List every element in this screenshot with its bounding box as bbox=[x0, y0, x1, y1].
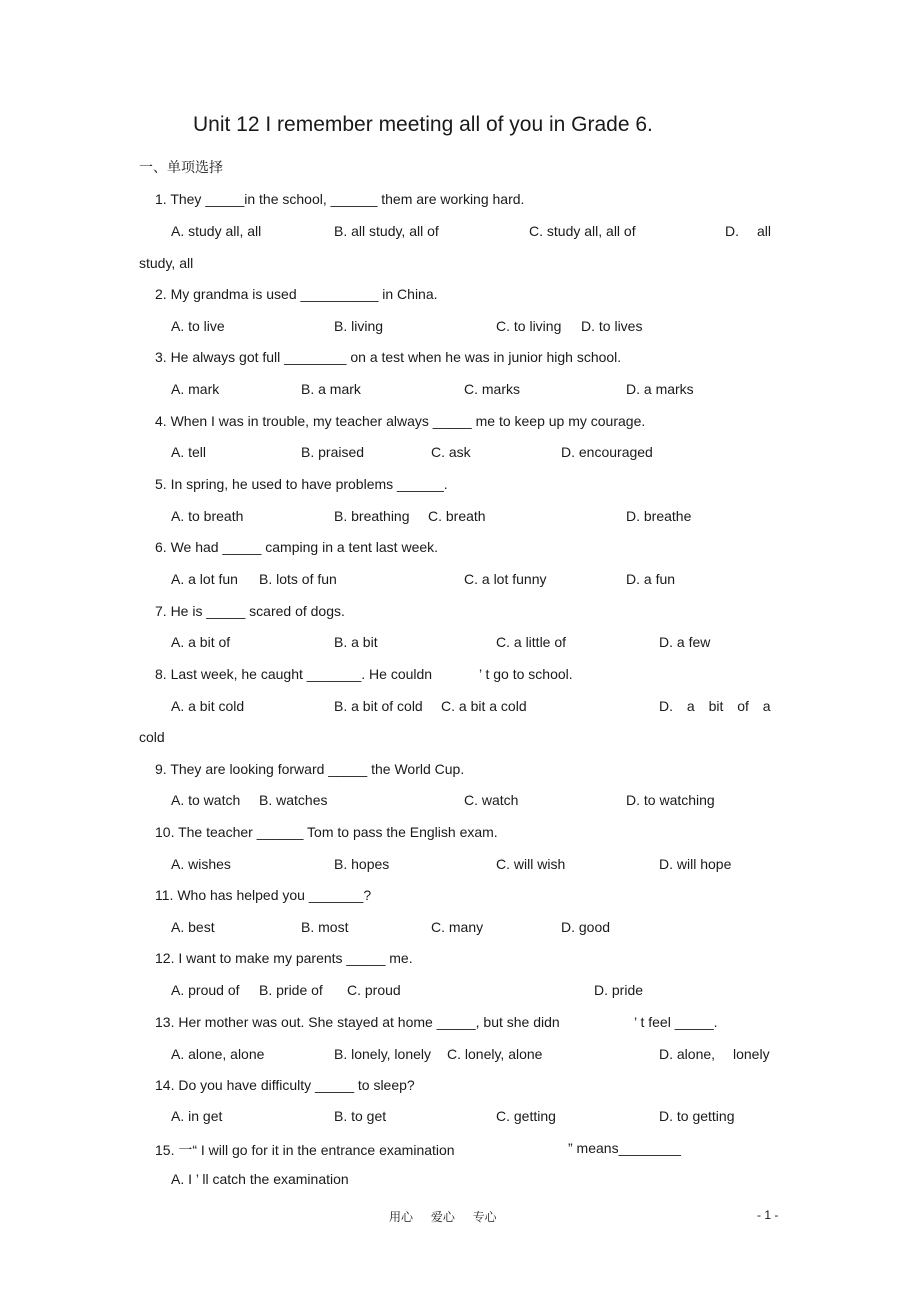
q6-option-b: B. lots of fun bbox=[259, 571, 337, 587]
q11-option-d: D. good bbox=[561, 919, 611, 935]
q3-option-a: A. mark bbox=[171, 381, 220, 397]
question-9: 9. They are looking forward _____ the World Cup. bbox=[155, 761, 465, 777]
q12-option-c: C. proud bbox=[347, 982, 401, 998]
q5-option-a: A. to breath bbox=[171, 508, 244, 524]
q12-option-a: A. proud of bbox=[171, 982, 240, 998]
q13-option-d-text: lonely bbox=[733, 1046, 770, 1062]
question-1: 1. They _____in the school, ______ them are working hard. bbox=[155, 191, 525, 207]
q1-option-d-letter: D. bbox=[725, 223, 739, 239]
q11-option-c: C. many bbox=[431, 919, 484, 935]
q10-option-c: C. will wish bbox=[496, 856, 566, 872]
footer-motto: 用心 爱心 专心 bbox=[389, 1210, 497, 1224]
q2-option-b: B. living bbox=[334, 318, 384, 334]
question-8: 8. Last week, he caught _______. He couldn bbox=[155, 666, 433, 682]
question-15: 15. 一“ I will go for it in the entrance examination bbox=[155, 1142, 455, 1158]
q6-option-a: A. a lot fun bbox=[171, 571, 238, 587]
q14-option-b: B. to get bbox=[334, 1108, 387, 1124]
question-3: 3. He always got full ________ on a test when he was in junior high school. bbox=[155, 349, 622, 365]
q12-option-b: B. pride of bbox=[259, 982, 323, 998]
question-11: 11. Who has helped you _______? bbox=[155, 887, 372, 903]
q8-option-c: C. a bit a cold bbox=[441, 698, 527, 714]
q5-option-b: B. breathing bbox=[334, 508, 410, 524]
q14-option-c: C. getting bbox=[496, 1108, 556, 1124]
q7-option-d: D. a few bbox=[659, 634, 711, 650]
section-heading: 一、单项选择 bbox=[139, 160, 223, 176]
q13-option-d-letter: D. alone, bbox=[659, 1046, 716, 1062]
q8-option-d: D. a bit of a bbox=[659, 698, 771, 714]
q8-option-a: A. a bit cold bbox=[171, 698, 245, 714]
question-12: 12. I want to make my parents _____ me. bbox=[155, 950, 413, 966]
q1-option-c: C. study all, all of bbox=[529, 223, 636, 239]
q9-option-d: D. to watching bbox=[626, 792, 715, 808]
q2-option-c: C. to living bbox=[496, 318, 562, 334]
q3-option-d: D. a marks bbox=[626, 381, 694, 397]
q6-option-d: D. a fun bbox=[626, 571, 676, 587]
q8-option-d-continued: cold bbox=[139, 729, 165, 745]
q2-option-a: A. to live bbox=[171, 318, 225, 334]
q3-option-b: B. a mark bbox=[301, 381, 361, 397]
q7-option-a: A. a bit of bbox=[171, 634, 231, 650]
q10-option-a: A. wishes bbox=[171, 856, 231, 872]
q5-option-c: C. breath bbox=[428, 508, 486, 524]
q11-option-b: B. most bbox=[301, 919, 349, 935]
question-15-continued: ” means________ bbox=[568, 1140, 681, 1156]
q1-option-d-text: all bbox=[757, 223, 772, 239]
q14-option-a: A. in get bbox=[171, 1108, 223, 1124]
q1-option-a: A. study all, all bbox=[171, 223, 262, 239]
q13-option-b: B. lonely, lonely bbox=[334, 1046, 432, 1062]
page-number: - 1 - bbox=[757, 1208, 779, 1222]
question-13: 13. Her mother was out. She stayed at home _____, but she didn bbox=[155, 1014, 560, 1030]
q4-option-c: C. ask bbox=[431, 444, 471, 460]
page-title: Unit 12 I remember meeting all of you in Grade 6. bbox=[193, 113, 653, 136]
question-8-continued: ’ t go to school. bbox=[479, 666, 573, 682]
question-14: 14. Do you have difficulty _____ to sleep? bbox=[155, 1077, 415, 1093]
q7-option-c: C. a little of bbox=[496, 634, 567, 650]
q2-option-d: D. to lives bbox=[581, 318, 643, 334]
question-7: 7. He is _____ scared of dogs. bbox=[155, 603, 345, 619]
q7-option-b: B. a bit bbox=[334, 634, 378, 650]
q11-option-a: A. best bbox=[171, 919, 215, 935]
q5-option-d: D. breathe bbox=[626, 508, 692, 524]
q4-option-b: B. praised bbox=[301, 444, 365, 460]
question-5: 5. In spring, he used to have problems ______. bbox=[155, 476, 448, 492]
question-4: 4. When I was in trouble, my teacher always _____ me to keep up my courage. bbox=[155, 413, 646, 429]
q10-option-b: B. hopes bbox=[334, 856, 390, 872]
q9-option-c: C. watch bbox=[464, 792, 519, 808]
question-13-continued: ’ t feel _____. bbox=[634, 1014, 718, 1030]
q10-option-d: D. will hope bbox=[659, 856, 732, 872]
question-6: 6. We had _____ camping in a tent last week. bbox=[155, 539, 439, 555]
q1-option-d-continued: study, all bbox=[139, 255, 194, 271]
q13-option-a: A. alone, alone bbox=[171, 1046, 265, 1062]
question-2: 2. My grandma is used __________ in China. bbox=[155, 286, 438, 302]
q4-option-d: D. encouraged bbox=[561, 444, 653, 460]
q9-option-a: A. to watch bbox=[171, 792, 241, 808]
q8-option-b: B. a bit of cold bbox=[334, 698, 423, 714]
q15-option-a: A. I ’ ll catch the examination bbox=[171, 1171, 349, 1187]
q3-option-c: C. marks bbox=[464, 381, 520, 397]
q13-option-c: C. lonely, alone bbox=[447, 1046, 543, 1062]
q4-option-a: A. tell bbox=[171, 444, 207, 460]
q9-option-b: B. watches bbox=[259, 792, 328, 808]
q12-option-d: D. pride bbox=[594, 982, 644, 998]
question-10: 10. The teacher ______ Tom to pass the English exam. bbox=[155, 824, 498, 840]
q14-option-d: D. to getting bbox=[659, 1108, 735, 1124]
q6-option-c: C. a lot funny bbox=[464, 571, 547, 587]
q1-option-b: B. all study, all of bbox=[334, 223, 439, 239]
